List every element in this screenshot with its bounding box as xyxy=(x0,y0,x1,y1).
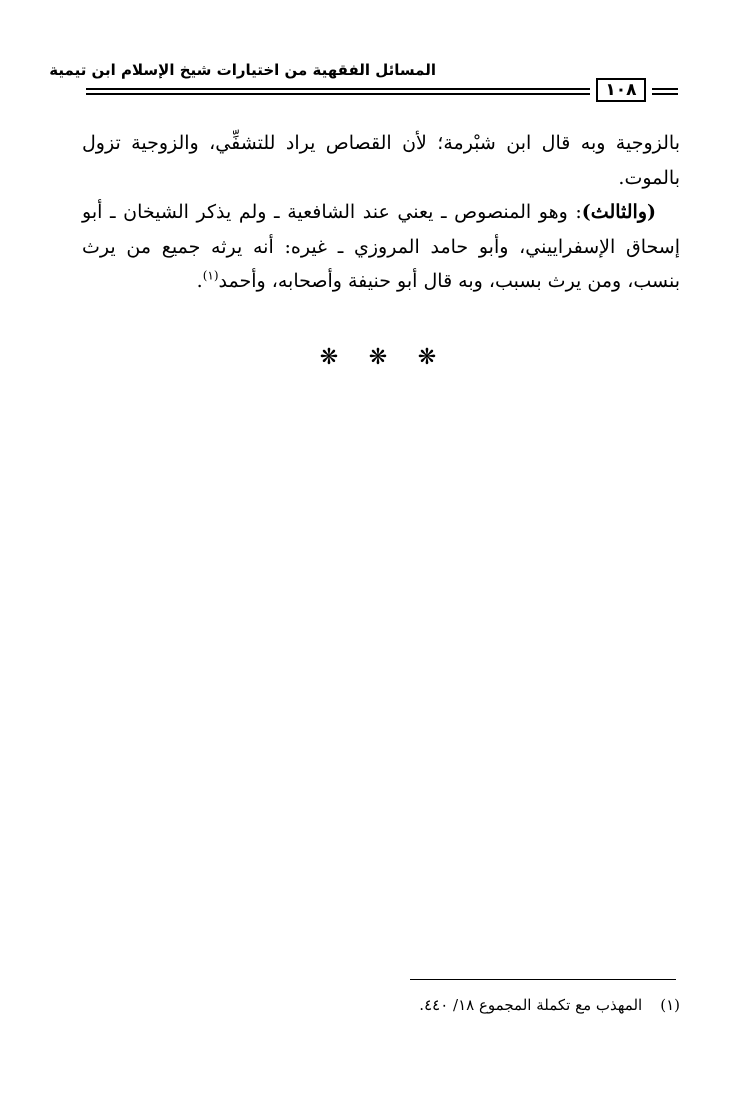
header-rule-bottom xyxy=(86,93,590,95)
separator-star-icon: ❋ xyxy=(368,345,388,370)
paragraph-2-text: : وهو المنصوص ـ يعني عند الشافعية ـ ولم يذكر الشيخان ـ أبو إسحاق الإسفراييني، وأبو حامد المروزي ـ غيره: أنه يرثه جميع من يرث بنسب، ومن يرث بسبب، وبه قال أبو حنيفة وأصحابه، وأحمد xyxy=(82,201,680,292)
footnote-number: (١) xyxy=(660,996,680,1014)
footnote-text: المهذب مع تكملة المجموع ١٨/ ٤٤٠. xyxy=(419,996,643,1014)
header-rule-top xyxy=(86,88,590,90)
paragraph-2-lead: (والثالث) xyxy=(581,201,656,223)
section-separator xyxy=(318,345,438,370)
header-rule-right-bottom xyxy=(652,93,678,95)
footnote-reference[interactable]: (١) xyxy=(202,268,219,283)
footnote-1 xyxy=(300,994,680,1016)
paragraph-1: بالزوجية وبه قال ابن شبْرمة؛ لأن القصاص يراد للتشفِّي، والزوجية تزول بالموت. xyxy=(82,132,680,189)
separator-star-icon: ❋ xyxy=(319,345,339,370)
running-header-title: المسائل الفقهية من اختيارات شيخ الإسلام ابن تيمية xyxy=(49,61,436,79)
footnote-rule xyxy=(410,979,676,980)
separator-star-icon: ❋ xyxy=(417,345,437,370)
paragraph-2 xyxy=(82,195,680,299)
paragraph-2-end: . xyxy=(196,270,203,292)
page-number: ١٠٨ xyxy=(596,78,646,102)
main-text xyxy=(82,126,680,299)
header-rule-right-top xyxy=(652,88,678,90)
